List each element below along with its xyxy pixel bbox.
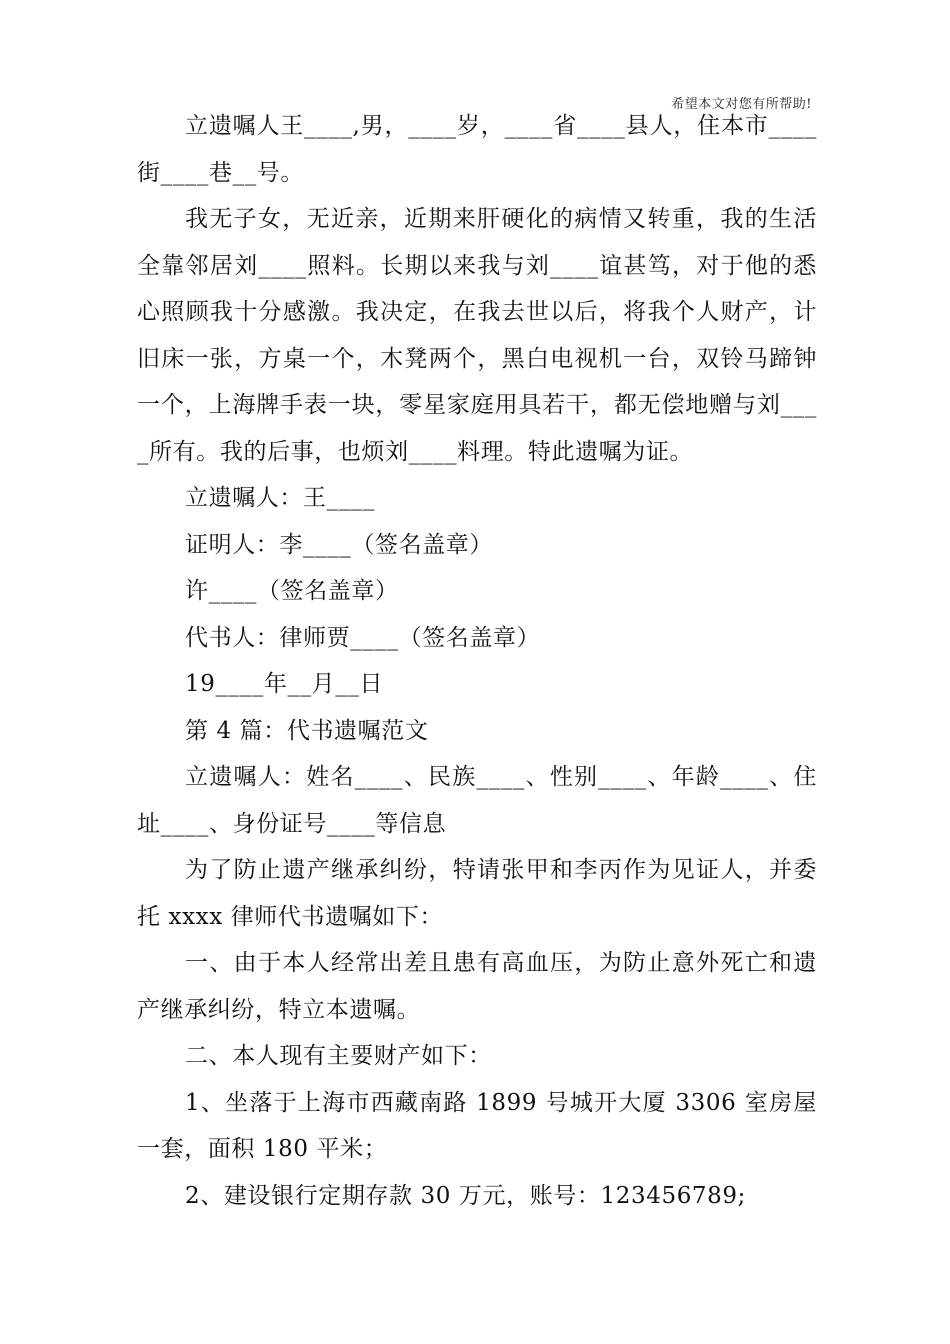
paragraph-witness-intro: 为了防止遗产继承纠纷，特请张甲和李丙作为见证人，并委托 xxxx 律师代书遗嘱如下： — [137, 857, 817, 930]
date-line: 19____年__月__日 — [185, 671, 384, 697]
clause-one: 一、由于本人经常出差且患有高血压，为防止意外死亡和遗产继承纠纷，特立本遗嘱。 — [137, 950, 817, 1023]
signature-testator: 立遗嘱人：王____ — [185, 485, 375, 511]
asset-item-2: 2、建设银行定期存款 30 万元，账号：123456789; — [185, 1182, 746, 1209]
paragraph-bequest: 我无子女，无近亲，近期来肝硬化的病情又转重，我的生活全靠邻居刘____照料。长期以来我与刘____谊甚笃，对于他的悉心照顾我十分感激。我决定，在我去世以后，将我个人财产，计旧床一张，方桌一个，木凳两个，黑白电视机一台，双铃马蹄钟一个，上海牌手表一块，零星家庭用具若干，都无偿地赠与刘____所有。我的后事，也烦刘____料理。特此遗嘱为证。 — [137, 206, 817, 465]
section-heading: 第 4 篇：代书遗嘱范文 — [185, 717, 429, 744]
signature-scribe: 代书人：律师贾____（签名盖章） — [185, 624, 541, 651]
asset-item-1: 1、坐落于上海市西藏南路 1899 号城开大厦 3306 室房屋一套，面积 180 平米； — [137, 1089, 817, 1162]
paragraph-testator-info: 立遗嘱人王____,男，____岁，____省____县人，住本市____街____巷__号。 — [137, 113, 817, 186]
document-body — [137, 103, 817, 1219]
clause-two: 二、本人现有主要财产如下： — [185, 1043, 492, 1069]
watermark-text: 希望本文对您有所帮助! — [671, 97, 812, 112]
signature-witness-xu: 许____（签名盖章） — [185, 578, 399, 604]
signature-witness-li: 证明人：李____（签名盖章） — [185, 531, 493, 558]
paragraph-testator-fields: 立遗嘱人：姓名____、民族____、性别____、年龄____、住址____、身份证号____等信息 — [137, 764, 817, 837]
